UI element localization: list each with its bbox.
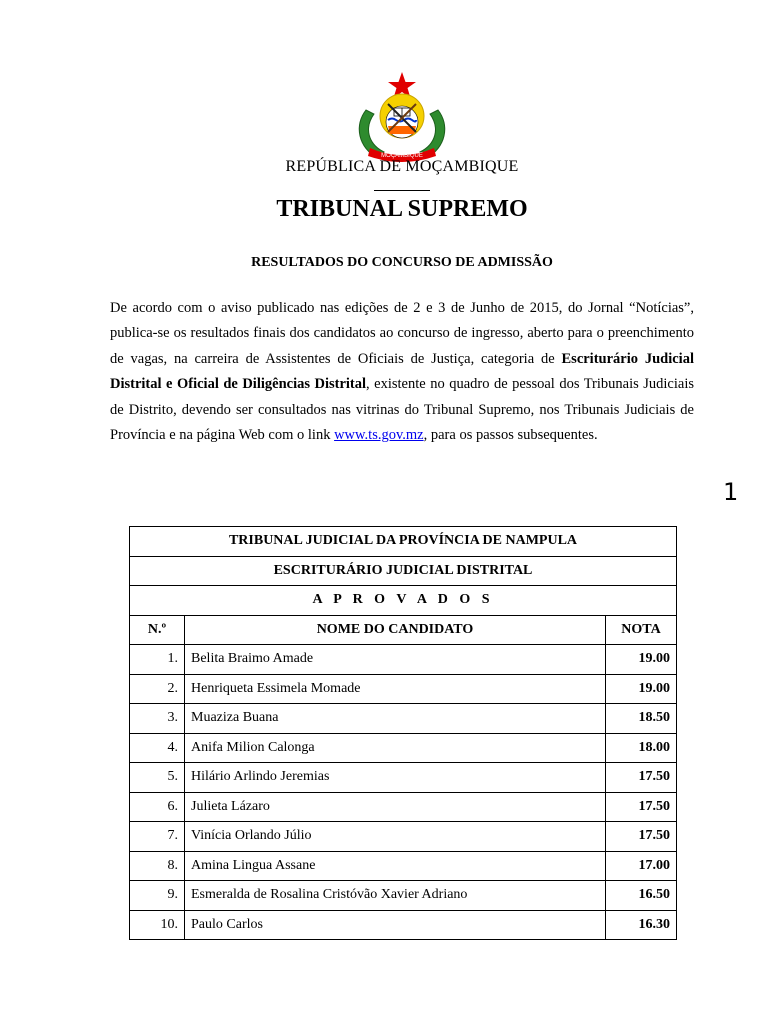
candidate-grade: 19.00	[606, 674, 677, 704]
coat-of-arms-emblem	[344, 70, 460, 166]
row-number: 4.	[130, 733, 185, 763]
table-title-status: A P R O V A D O S	[130, 586, 677, 616]
candidate-grade: 18.50	[606, 704, 677, 734]
candidate-grade: 19.00	[606, 645, 677, 675]
row-number: 5.	[130, 763, 185, 793]
website-link[interactable]: www.ts.gov.mz	[334, 427, 424, 444]
country-name: REPÚBLICA DE MOÇAMBIQUE	[285, 158, 519, 175]
table-row	[130, 763, 677, 793]
body-bold-category: Escriturário Judicial Distrital e Oficial de Diligências Distrital	[110, 350, 694, 393]
court-name: TRIBUNAL SUPREMO	[276, 196, 528, 222]
candidate-grade: 16.30	[606, 910, 677, 940]
row-number: 2.	[130, 674, 185, 704]
candidate-name: Muaziza Buana	[185, 704, 606, 734]
table-title-category: ESCRITURÁRIO JUDICIAL DISTRITAL	[130, 556, 677, 586]
candidate-grade: 16.50	[606, 881, 677, 911]
row-number: 3.	[130, 704, 185, 734]
row-number: 7.	[130, 822, 185, 852]
candidate-name: Esmeralda de Rosalina Cristóvão Xavier Adriano	[185, 881, 606, 911]
row-number: 9.	[130, 881, 185, 911]
candidate-name: Amina Lingua Assane	[185, 851, 606, 881]
candidate-name: Belita Braimo Amade	[185, 645, 606, 675]
results-table	[129, 526, 677, 940]
candidate-name: Hilário Arlindo Jeremias	[185, 763, 606, 793]
title-divider	[374, 190, 430, 191]
candidate-grade: 17.50	[606, 792, 677, 822]
row-number: 10.	[130, 910, 185, 940]
candidate-name: Henriqueta Essimela Momade	[185, 674, 606, 704]
table-row	[130, 733, 677, 763]
body-text-part2: , existente no quadro de pessoal dos Tribunais Judiciais de Distrito, devendo ser consultados nas vitrinas do Tribunal Supremo, nos Tribunais Judiciais de Província e na página Web com o link	[110, 376, 694, 444]
row-number: 6.	[130, 792, 185, 822]
table-header-row	[130, 615, 677, 645]
table-title-province: TRIBUNAL JUDICIAL DA PROVÍNCIA DE NAMPULA	[130, 527, 677, 557]
table-row	[130, 881, 677, 911]
candidate-grade: 18.00	[606, 733, 677, 763]
table-row	[130, 792, 677, 822]
candidate-name: Vinícia Orlando Júlio	[185, 822, 606, 852]
candidate-grade: 17.00	[606, 851, 677, 881]
row-number: 8.	[130, 851, 185, 881]
table-row	[130, 645, 677, 675]
candidate-name: Julieta Lázaro	[185, 792, 606, 822]
emblem-banner-text: MOÇAMBIQUE	[381, 153, 423, 159]
column-header-number: N.º	[130, 615, 185, 645]
body-paragraph	[110, 296, 694, 448]
table-row	[130, 704, 677, 734]
table-row	[130, 822, 677, 852]
candidate-grade: 17.50	[606, 822, 677, 852]
table-row	[130, 910, 677, 940]
page-number: 1	[723, 478, 739, 506]
document-title: RESULTADOS DO CONCURSO DE ADMISSÃO	[251, 255, 553, 270]
candidate-name: Paulo Carlos	[185, 910, 606, 940]
candidate-grade: 17.50	[606, 763, 677, 793]
body-text-part1: De acordo com o aviso publicado nas edições de 2 e 3 de Junho de 2015, do Jornal “Notícias”, publica-se os resultados finais dos candidatos ao concurso de ingresso, aberto para o preenchimento de vagas, na carreira de Assistentes de Oficiais de Justiça, categoria de	[110, 300, 694, 367]
candidate-name: Anifa Milion Calonga	[185, 733, 606, 763]
column-header-name: NOME DO CANDIDATO	[185, 615, 606, 645]
table-row	[130, 851, 677, 881]
row-number: 1.	[130, 645, 185, 675]
table-row	[130, 674, 677, 704]
body-text-part3: , para os passos subsequentes.	[423, 427, 598, 444]
column-header-nota: NOTA	[606, 615, 677, 645]
